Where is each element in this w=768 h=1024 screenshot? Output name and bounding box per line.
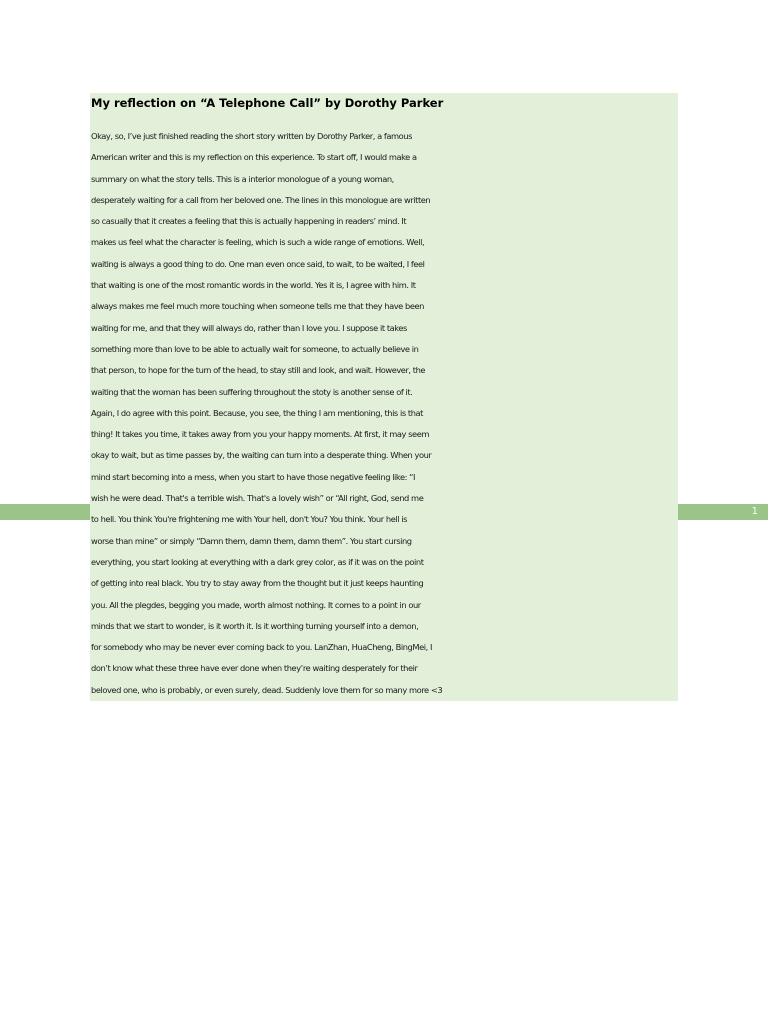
body-line: always makes me feel much more touching when someone tells me that they have been [91,301,424,312]
body-line: okay to wait, but as time passes by, the waiting can turn into a desperate thing. When your [91,450,432,461]
body-line: to hell. You think You're frightening me with Your hell, don't You? You think. Your hell is [91,514,407,525]
body-line: makes us feel what the character is feeling, which is such a wide range of emotions. Well, [91,237,425,248]
body-line: American writer and this is my reflection on this experience. To start off, I would make a [91,152,417,163]
body-line: summary on what the story tells. This is a interior monologue of a young woman, [91,173,394,184]
body-line: waiting for me, and that they will always do, rather than I love you. I suppose it takes [91,322,407,333]
body-line: waiting that the woman has been suffering throughout the stoty is another sense of it. [91,386,413,397]
body-line: mind start becoming into a mess, when you start to have those negative feeling like: “I [91,471,416,482]
highlighted-text-block [90,93,678,701]
body-line: for somebody who may be never ever coming back to you. LanZhan, HuaCheng, BingMei, I [91,642,432,653]
body-line: that waiting is one of the most romantic words in the world. Yes it is, I agree with him. It [91,280,416,291]
body-line: wish he were dead. That's a terrible wish. That's a lovely wish” or “All right, God, send me [91,493,424,504]
body-line: beloved one, who is probably, or even surely, dead. Suddenly love them for so many more <3 [91,684,443,695]
document-body [91,126,678,701]
body-line: Again, I do agree with this point. Because, you see, the thing I am mentioning, this is that [91,407,423,418]
document-title: My reflection on “A Telephone Call” by Dorothy Parker [91,96,444,110]
body-line: something more than love to be able to actually wait for someone, to actually believe in [91,343,419,354]
body-line: thing! It takes you time, it takes away from you your happy moments. At first, it may seem [91,429,429,440]
body-line: waiting is always a good thing to do. One man even once said, to wait, to be waited, I feel [91,258,425,269]
body-line: so casually that it creates a feeling that this is actually happening in readers’ mind. It [91,216,407,227]
body-line: everything, you start looking at everything with a dark grey color, as if it was on the point [91,556,424,567]
body-line: don’t know what these three have ever done when they’re waiting desperately for their [91,663,418,674]
body-line: of getting into real black. You try to stay away from the thought but it just keeps haunting [91,578,424,589]
body-line: minds that we start to wonder, is it worth it. Is it worthing turning yourself into a demon, [91,620,419,631]
body-line: you. All the plegdes, begging you made, worth almost nothing. It comes to a point in our [91,599,421,610]
body-line: that person, to hope for the turn of the head, to stay still and look, and wait. However, the [91,365,426,376]
body-line: Okay, so, I’ve just finished reading the short story written by Dorothy Parker, a famous [91,131,412,141]
body-line: desperately waiting for a call from her beloved one. The lines in this monologue are written [91,194,431,205]
body-line: worse than mine” or simply “Damn them, damn them, damn them”. You start cursing [91,535,412,546]
page-number: 1 [751,506,758,517]
